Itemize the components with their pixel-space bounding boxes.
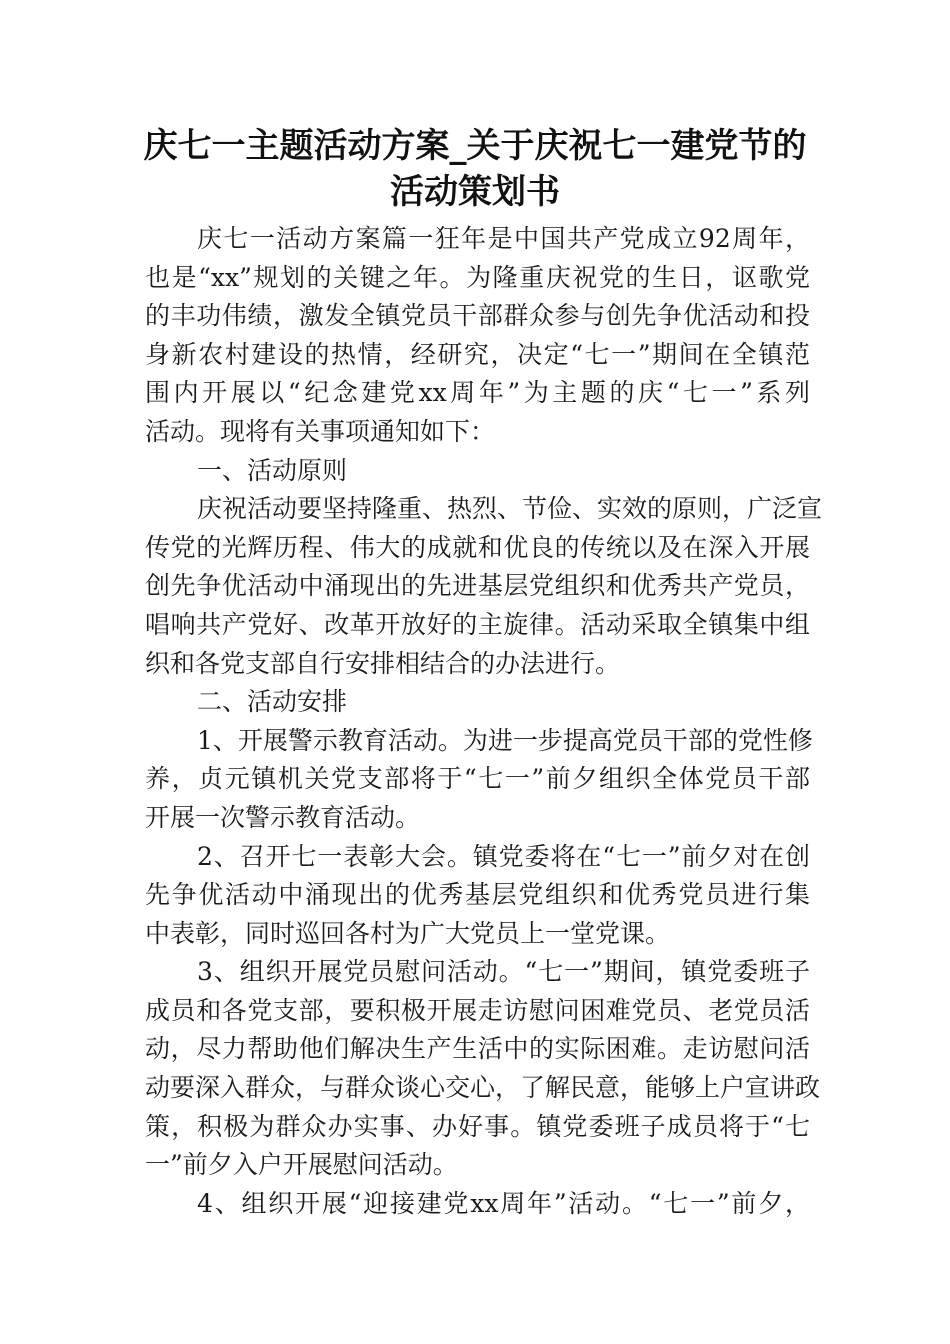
- paragraph-line: 活动。现将有关事项通知如下：: [145, 416, 496, 446]
- section-heading: 一、活动原则: [197, 455, 348, 485]
- paragraph-line: 唱响共产党好、改革开放好的主旋律。活动采取全镇集中组: [145, 609, 810, 639]
- paragraph-line: 织和各党支部自行安排相结合的办法进行。: [145, 648, 621, 678]
- paragraph-line: 成员和各党支部，要积极开展走访慰问困难党员、老党员活: [145, 995, 810, 1025]
- paragraph-line: 养，贞元镇机关党支部将于“七一”前夕组织全体党员干部: [145, 764, 810, 794]
- paragraph-line: 开展一次警示教育活动。: [145, 802, 421, 832]
- paragraph-line: 动要深入群众，与群众谈心交心，了解民意，能够上户宣讲政: [145, 1073, 821, 1103]
- paragraph-line: 身新农村建设的热情，经研究，决定“七一”期间在全镇范: [145, 339, 810, 369]
- section-heading: 二、活动安排: [197, 687, 348, 717]
- paragraph-line: 中表彰，同时巡回各村为广大党员上一堂党课。: [145, 918, 671, 948]
- document-body: [145, 220, 823, 1223]
- paragraph-line: 围内开展以“纪念建党xx周年”为主题的庆“七一”系列: [145, 378, 810, 408]
- paragraph-line: 也是“xx”规划的关键之年。为隆重庆祝党的生日，讴歌党: [145, 262, 810, 292]
- paragraph-line: 1、开展警示教育活动。为进一步提高党员干部的党性修: [197, 725, 813, 755]
- paragraph-line: 庆七一活动方案篇一狂年是中国共产党成立92周年，: [197, 224, 810, 253]
- document-title-line-2: 活动策划书: [390, 172, 560, 212]
- paragraph-line: 传党的光辉历程、伟大的成就和优良的传统以及在深入开展: [145, 532, 810, 562]
- paragraph-line: 创先争优活动中涌现出的先进基层党组织和优秀共产党员，: [145, 571, 810, 601]
- paragraph-line: 3、组织开展党员慰问活动。“七一”期间，镇党委班子: [197, 957, 810, 987]
- paragraph-line: 4、组织开展“迎接建党xx周年”活动。“七一”前夕，: [197, 1188, 810, 1218]
- paragraph-line: 一”前夕入户开展慰问活动。: [145, 1150, 458, 1180]
- paragraph-line: 先争优活动中涌现出的优秀基层党组织和优秀党员进行集: [145, 880, 810, 910]
- paragraph-line: 策，积极为群众办实事、办好事。镇党委班子成员将于“七: [145, 1111, 810, 1141]
- paragraph-line: 动，尽力帮助他们解决生产生活中的实际困难。走访慰问活: [145, 1034, 810, 1064]
- paragraph-line: 庆祝活动要坚持隆重、热烈、节俭、实效的原则，广泛宣: [197, 494, 823, 524]
- paragraph-line: 2、召开七一表彰大会。镇党委将在“七一”前夕对在创: [197, 841, 810, 871]
- paragraph-line: 的丰功伟绩，激发全镇党员干部群众参与创先争优活动和投: [145, 301, 810, 331]
- document-title-line-1: 庆七一主题活动方案_关于庆祝七一建党节的: [143, 126, 807, 166]
